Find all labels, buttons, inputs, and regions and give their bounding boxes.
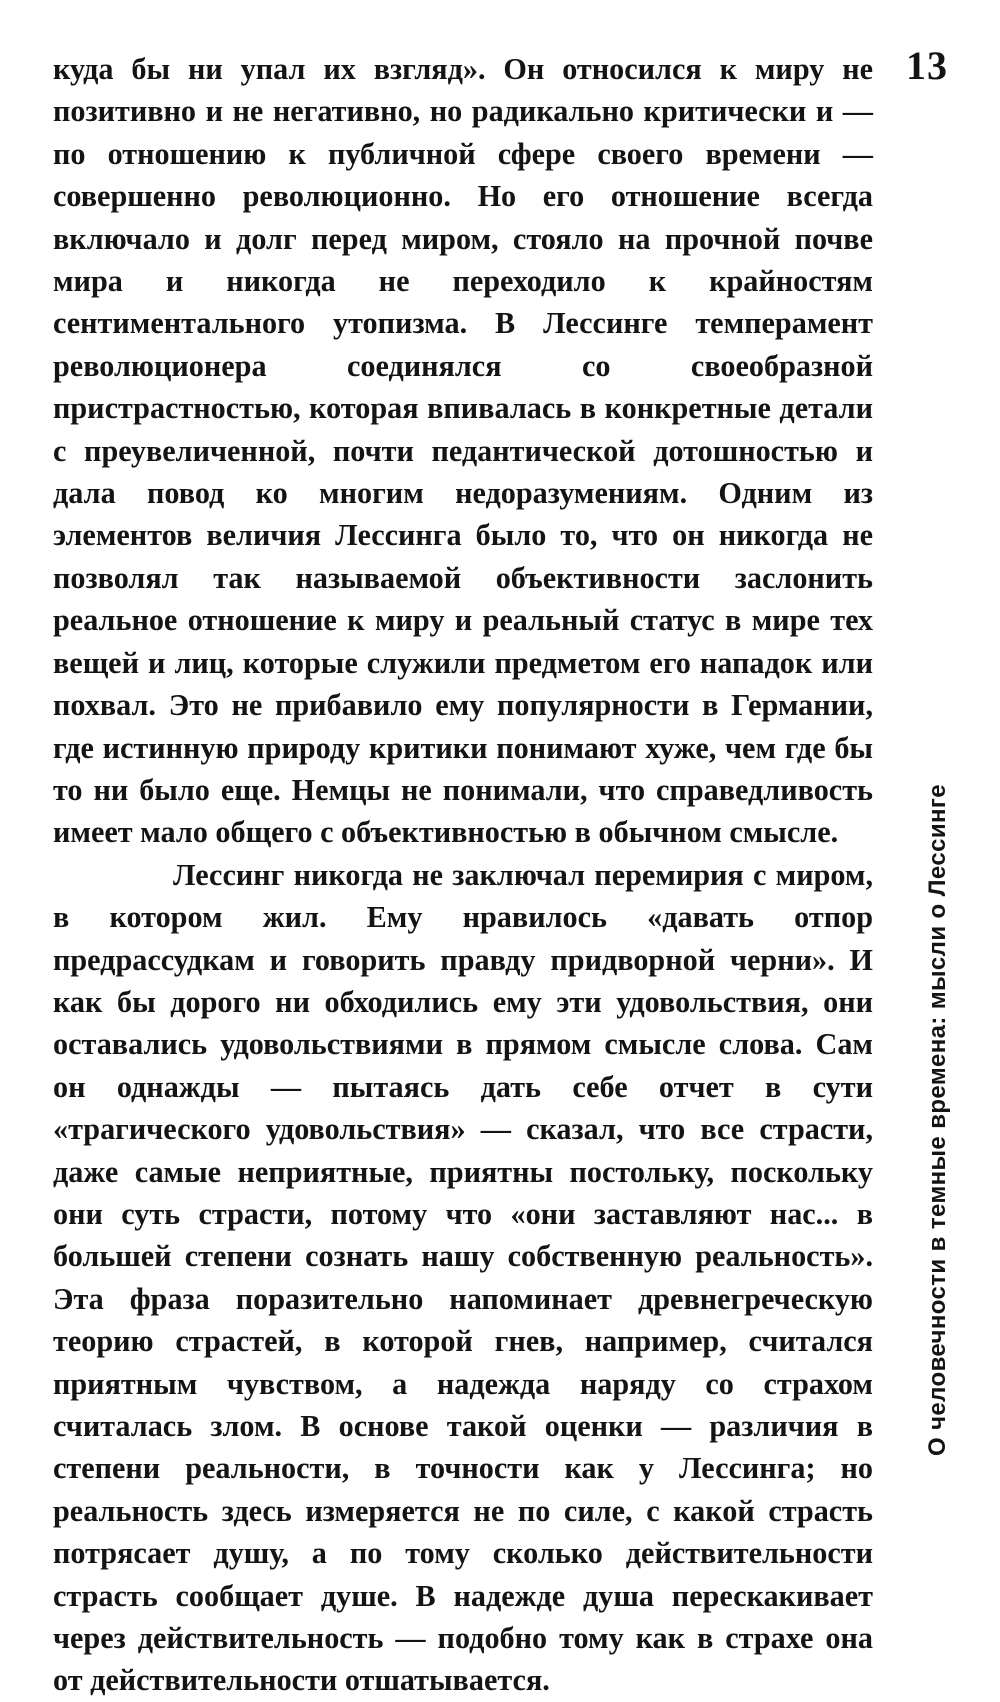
body-text	[53, 48, 873, 1702]
running-header-text: О человечности в темные времена: мысли о Лессинге	[924, 783, 951, 1457]
running-header	[918, 783, 958, 1457]
paragraph: Лессинг никогда не заключал перемирия с миром, в котором жил. Ему нравилось «давать отпор предрассудкам и говорить правду придворной черни». И как бы дорого ни обходились ему эти удовольствия, они оставались удовольствиями в прямом смысле слова. Сам он однажды — пытаясь дать себе отчет в сути «трагического удовольствия» — сказал, что все страсти, даже самые неприятные, приятны постольку, поскольку они суть страсти, потому что «они заставляют нас... в большей степени сознать нашу собственную реальность». Эта фраза поразительно напоминает древнегреческую теорию страстей, в которой гнев, например, считался приятным чувством, а надежда наряду со страхом считалась злом. В основе такой оценки — различия в степени реальности, в точности как у Лессинга; но реальность здесь измеряется не по силе, с какой страсть потрясает душу, а по тому сколько действительности страсть сообщает душе. В надежде душа перескакивает через действительность — подобно тому как в страхе она от действительности отшатывается.	[53, 857, 873, 1698]
page-number: 13	[906, 43, 948, 88]
paragraph: куда бы ни упал их взгляд». Он относился к миру не позитивно и не негативно, но радикально критически и — по отношению к публичной сфере своего времени — совершенно революционно. Но его отношение всегда включало и долг перед миром, стояло на прочной почве мира и никогда не переходило к крайностям сентиментального утопизма. В Лессинге темперамент революционера соединялся со своеобразной пристрастностью, которая впивалась в конкретные детали с преувеличенной, почти педантической дотошностью и дала повод ко многим недоразумениям. Одним из элементов величия Лессинга было то, что он никогда не позволял так называемой объективности заслонить реальное отношение к миру и реальный статус в мире тех вещей и лиц, которые служили предметом его нападок или похвал. Это не прибавило ему популярности в Германии, где истинную природу критики понимают хуже, чем где бы то ни было еще. Немцы не понимали, что справедливость имеет мало общего с объективностью в обычном смысле.	[53, 52, 873, 850]
